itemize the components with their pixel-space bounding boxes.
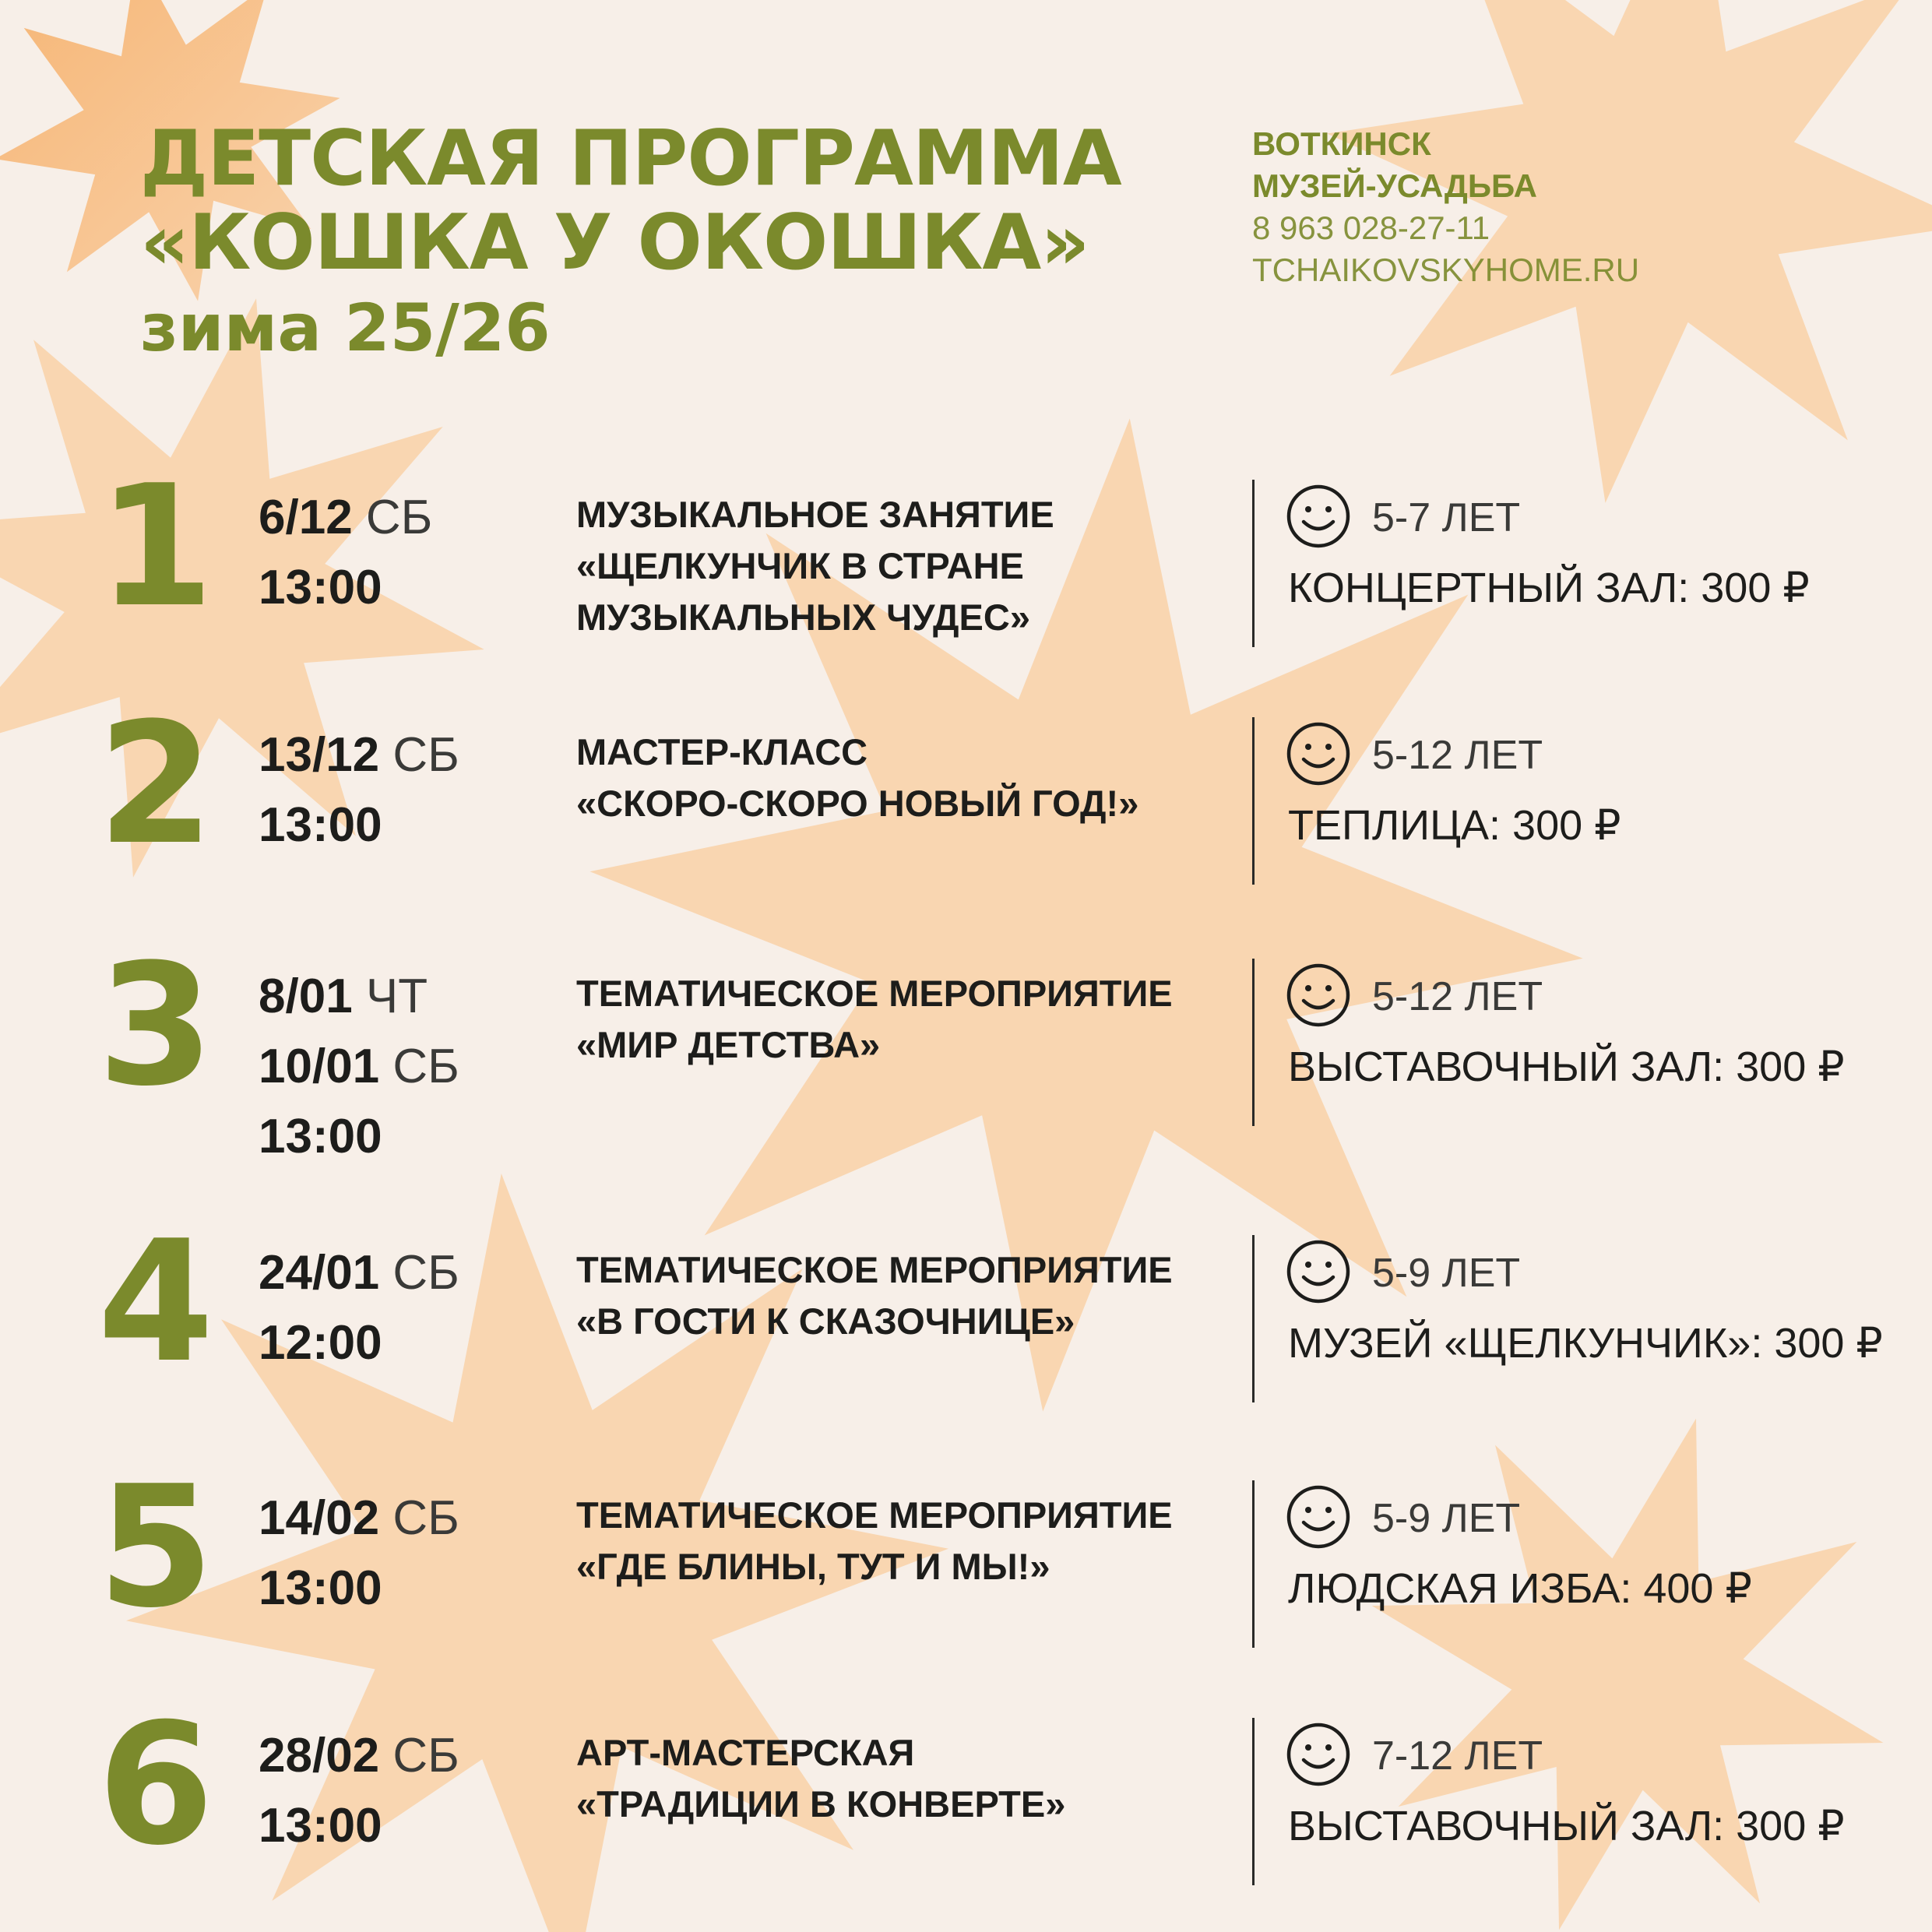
event-title [576,489,1054,643]
smiley-icon [1285,1238,1352,1305]
age-range: 5-9 ЛЕТ [1372,1251,1521,1296]
smiley-icon [1285,1483,1352,1550]
date-line [259,720,459,790]
event-number: 4 [97,1204,214,1399]
event-dates [259,720,459,860]
title-line-1: ДЕТСКАЯ ПРОГРАММА [140,114,1121,203]
event-title-line: МУЗЫКАЛЬНЫХ ЧУДЕС» [576,596,1030,638]
age-range: 5-9 ЛЕТ [1372,1496,1521,1541]
event-date: 13:00 [259,1799,382,1853]
event-number: 6 [97,1687,214,1882]
event-dates [259,1483,459,1624]
date-line [259,1721,459,1791]
event-title-line: «МИР ДЕТСТВА» [576,1024,881,1065]
program-title [140,114,1121,371]
event-title-line: «ЩЕЛКУНЧИК В СТРАНЕ [576,545,1024,586]
event-date: 13:00 [259,798,382,852]
smiley-icon [1285,720,1352,787]
event-weekday: СБ [392,1491,459,1545]
contacts-block [1252,123,1639,291]
age-range: 5-12 ЛЕТ [1372,733,1543,778]
date-line [259,962,459,1032]
event-date: 10/01 [259,1040,380,1093]
event-weekday: СБ [392,1246,459,1300]
event-title-line: «СКОРО-СКОРО НОВЫЙ ГОД!» [576,783,1139,824]
event-date: 8/01 [259,970,353,1023]
season-label: зима 25/26 [140,290,551,366]
event-title-line: «ГДЕ БЛИНЫ, ТУТ И МЫ!» [576,1546,1050,1587]
event-dates [259,962,459,1172]
venue-price: ЛЮДСКАЯ ИЗБА: 400 ₽ [1288,1565,1752,1612]
event-title [576,968,1173,1071]
event-number: 1 [97,449,214,644]
divider-line [1252,717,1255,885]
event-dates [259,483,432,623]
age-range: 7-12 ЛЕТ [1372,1733,1543,1779]
event-date: 28/02 [259,1729,380,1782]
venue-price: ВЫСТАВОЧНЫЙ ЗАЛ: 300 ₽ [1288,1803,1845,1849]
venue-price: КОНЦЕРТНЫЙ ЗАЛ: 300 ₽ [1288,565,1810,611]
title-line-2: «КОШКА У ОКОШКА» [140,199,1089,287]
event-date: 13/12 [259,728,380,782]
event-weekday: СБ [392,728,459,782]
date-line [259,553,432,623]
smiley-icon [1285,962,1352,1029]
event-weekday: ЧТ [365,970,428,1023]
event-date: 24/01 [259,1246,380,1300]
divider-line [1252,1235,1255,1402]
event-dates [259,1238,459,1378]
event-date: 12:00 [259,1316,382,1370]
date-line [259,790,459,860]
event-title-line: «В ГОСТИ К СКАЗОЧНИЦЕ» [576,1300,1075,1342]
date-line [259,1308,459,1378]
event-weekday: СБ [392,1729,459,1782]
event-title [576,1490,1173,1592]
event-title [576,1244,1173,1347]
event-title-line: АРТ-МАСТЕРСКАЯ [576,1732,915,1773]
date-line [259,1238,459,1308]
date-line [259,483,432,553]
date-line [259,1102,459,1172]
event-title [576,1727,1065,1830]
event-dates [259,1721,459,1861]
event-weekday: СБ [365,491,433,544]
event-number: 3 [97,927,214,1123]
venue-label: МУЗЕЙ-УСАДЬБА [1252,167,1537,204]
event-weekday: СБ [392,1040,459,1093]
event-number: 5 [97,1449,214,1645]
event-title [576,727,1138,829]
date-line [259,1032,459,1102]
divider-line [1252,959,1255,1126]
divider-line [1252,1718,1255,1885]
event-date: 13:00 [259,1561,382,1615]
event-title-line: «ТРАДИЦИИ В КОНВЕРТЕ» [576,1783,1066,1825]
venue-price: ВЫСТАВОЧНЫЙ ЗАЛ: 300 ₽ [1288,1043,1845,1090]
phone-number: 8 963 028-27-11 [1252,209,1490,246]
event-date: 6/12 [259,491,353,544]
date-line [259,1791,459,1861]
event-title-line: ТЕМАТИЧЕСКОЕ МЕРОПРИЯТИЕ [576,1494,1173,1536]
event-title-line: МУЗЫКАЛЬНОЕ ЗАНЯТИЕ [576,494,1054,535]
divider-line [1252,1480,1255,1648]
event-date: 14/02 [259,1491,380,1545]
age-range: 5-7 ЛЕТ [1372,495,1521,540]
smiley-icon [1285,1721,1352,1788]
event-date: 13:00 [259,1110,382,1163]
event-number: 2 [97,686,214,882]
city-label: ВОТКИНСК [1252,125,1431,162]
date-line [259,1483,459,1554]
venue-price: МУЗЕЙ «ЩЕЛКУНЧИК»: 300 ₽ [1288,1320,1883,1367]
age-range: 5-12 ЛЕТ [1372,974,1543,1019]
date-line [259,1554,459,1624]
venue-price: ТЕПЛИЦА: 300 ₽ [1288,802,1621,849]
event-title-line: МАСТЕР-КЛАСС [576,731,868,772]
divider-line [1252,480,1255,647]
event-title-line: ТЕМАТИЧЕСКОЕ МЕРОПРИЯТИЕ [576,1249,1173,1290]
event-title-line: ТЕМАТИЧЕСКОЕ МЕРОПРИЯТИЕ [576,973,1173,1014]
smiley-icon [1285,483,1352,550]
event-date: 13:00 [259,561,382,614]
website-link[interactable]: TCHAIKOVSKYHOME.RU [1252,252,1640,288]
